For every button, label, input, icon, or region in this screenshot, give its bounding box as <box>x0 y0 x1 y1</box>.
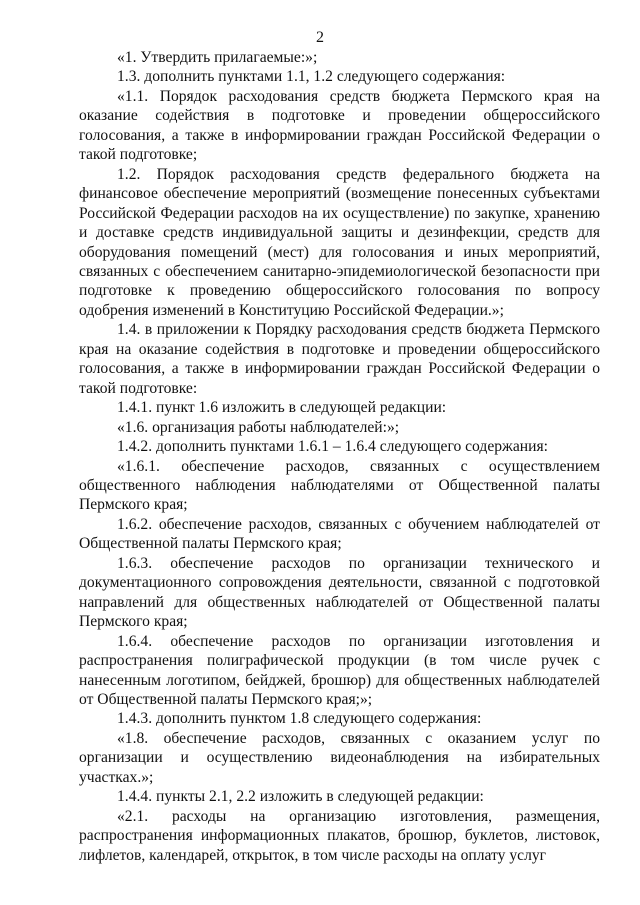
paragraph-1-4-appendix: 1.4. в приложении к Порядку расходования средств бюджета Пермского края на оказание содействия в подготовке и проведении общероссийского голосования, а также в информировании граждан Российской Федерации о такой подготовке: <box>79 321 600 397</box>
paragraph-1-1-budget-procedure: «1.1. Порядок расходования средств бюджета Пермского края на оказание содействия в подготовке и проведении общероссийского голосования, а также в информировании граждан Российской Федерации о такой подготовке; <box>79 87 600 164</box>
paragraph-1-3: 1.3. дополнить пунктами 1.1, 1.2 следующего содержания: <box>117 68 506 86</box>
paragraph-1-6-4: 1.6.4. обеспечение расходов по организации изготовления и распространения полиграфической продукции (в том числе ручек с нанесенным логотипом, бейджей, брошюр) для общественных наблюдателей от Общественной палаты Пермского края;»; <box>79 632 600 708</box>
document-body <box>79 48 600 865</box>
paragraph-1-4-1: 1.4.1. пункт 1.6 изложить в следующей редакции: <box>117 399 447 417</box>
paragraph-1-6-observers: «1.6. организация работы наблюдателей:»; <box>117 418 400 436</box>
page-number: 2 <box>316 29 324 46</box>
paragraph-1-6-1: «1.6.1. обеспечение расходов, связанных с осуществлением общественного наблюдения наблюдателями от Общественной палаты Пермского края; <box>79 457 600 514</box>
paragraph-1-6-2: 1.6.2. обеспечение расходов, связанных с обучением наблюдателей от Общественной палаты Пермского края; <box>79 515 600 553</box>
paragraph-approve-attached: «1. Утвердить прилагаемые:»; <box>117 49 318 66</box>
paragraph-1-4-2: 1.4.2. дополнить пунктами 1.6.1 – 1.6.4 следующего содержания: <box>117 438 548 456</box>
paragraph-1-2-federal-budget-procedure: 1.2. Порядок расходования средств федерального бюджета на финансовое обеспечение мероприятий (возмещение понесенных субъектами Российской Федерации расходов на их осуществление) по закупке, хранению и доставке средств индивидуальной защиты и дезинфекции, средств для оборудования помещений (мест) для голосования и иных мероприятий, связанных с обеспечением санитарно-эпидемиологической безопасности при подготовке к проведению общероссийского голосования по вопросу одобрения изменений в Конституцию Российской Федерации.»; <box>79 165 600 319</box>
paragraph-1-4-3: 1.4.3. дополнить пунктом 1.8 следующего содержания: <box>117 710 482 728</box>
paragraph-1-8-video: «1.8. обеспечение расходов, связанных с оказанием услуг по организации и осуществлению видеонаблюдения на избирательных участках.»; <box>79 729 600 786</box>
paragraph-1-4-4: 1.4.4. пункты 2.1, 2.2 изложить в следующей редакции: <box>117 788 484 806</box>
paragraph-2-1-expenses: «2.1. расходы на организацию изготовления, размещения, распространения информационных плакатов, брошюр, буклетов, листовок, лифлетов, календарей, открыток, в том числе расходы на оплату услуг <box>79 807 600 864</box>
paragraph-1-6-3: 1.6.3. обеспечение расходов по организации технического и документационного сопровождения деятельности, связанной с подготовкой направлений для общественных наблюдателей от Общественной палаты Пермского края; <box>79 554 600 631</box>
